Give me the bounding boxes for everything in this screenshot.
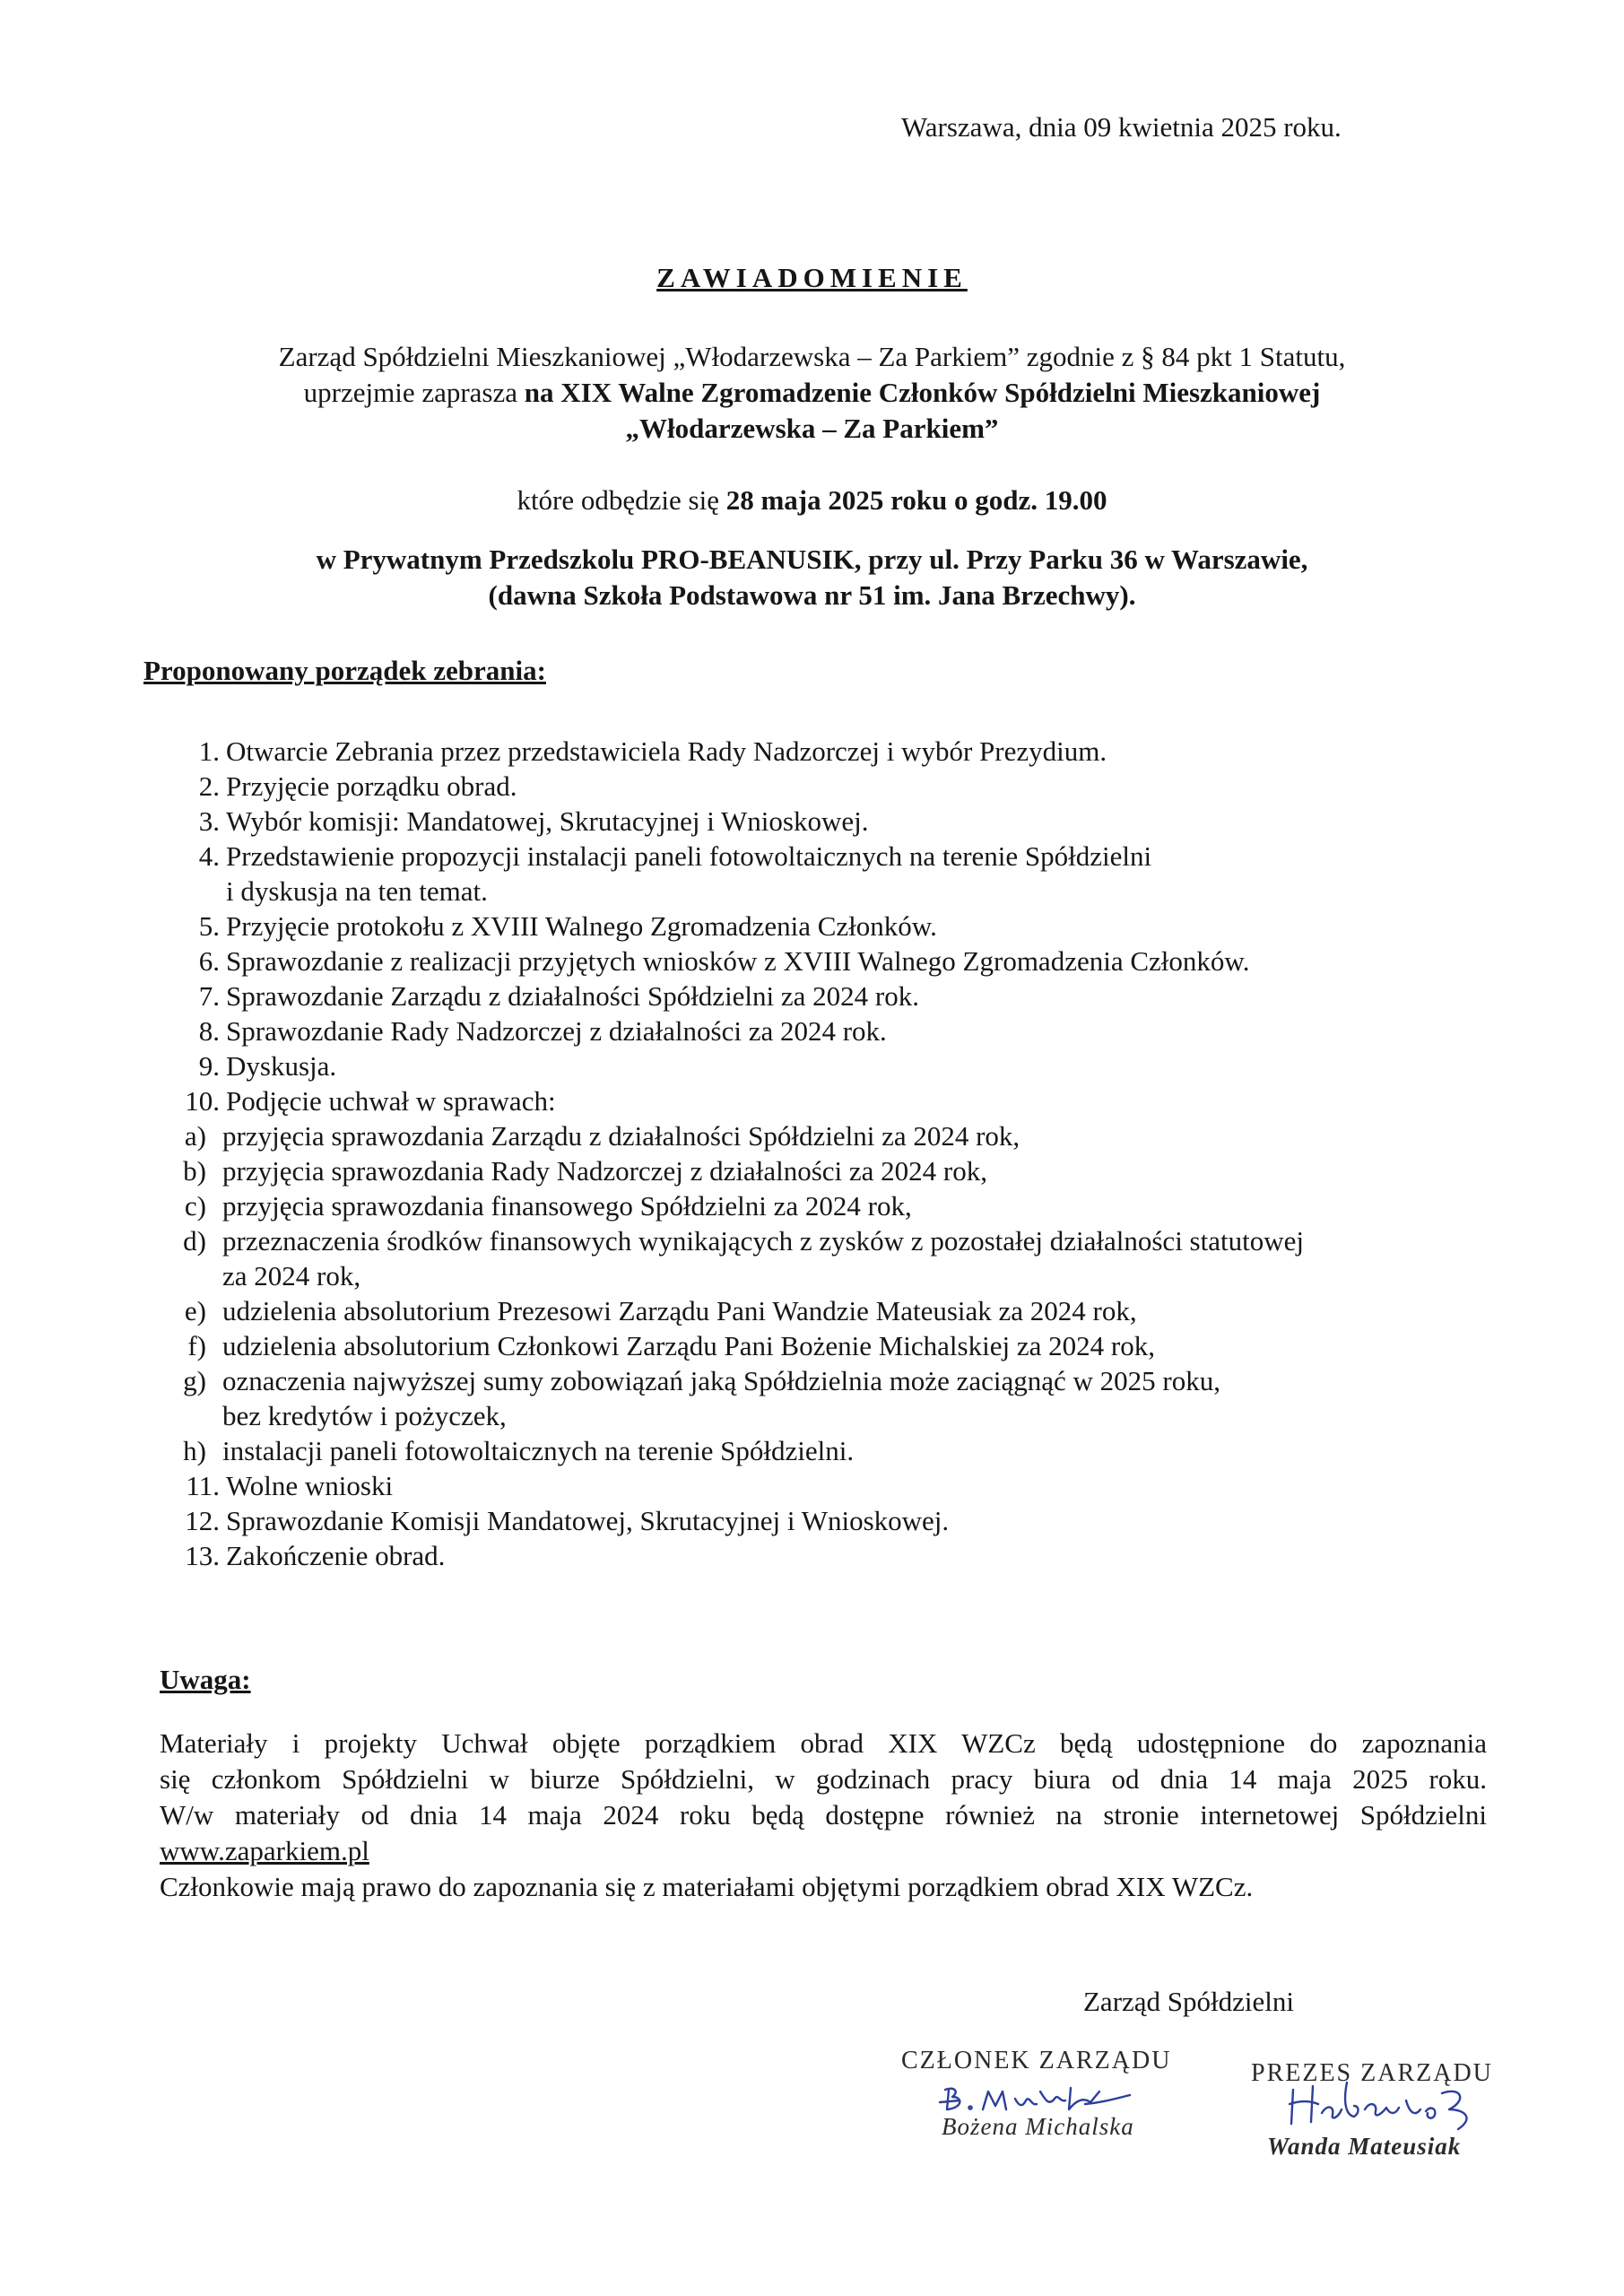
- note-paragraph: [160, 1726, 1487, 1905]
- agenda-subitem: c) przyjęcia sprawozdania finansowego Spółdzielni za 2024 rok,: [184, 1190, 912, 1222]
- agenda-list: [0, 734, 1624, 1573]
- venue-line-1: w Prywatnym Przedszkolu PRO-BEANUSIK, przy ul. Przy Parku 36 w Warszawie,: [316, 544, 1308, 575]
- agenda-item: 5. Przyjęcie protokołu z XVIII Walnego Zgromadzenia Członków.: [198, 910, 937, 942]
- agenda-subitem: f) udzielenia absolutorium Członkowi Zarządu Pani Bożenie Michalskiej za 2024 rok,: [187, 1330, 1155, 1361]
- agenda-item: 7. Sprawozdanie Zarządu z działalności Spółdzielni za 2024 rok.: [198, 980, 920, 1012]
- agenda-item: 4. Przedstawienie propozycji instalacji paneli fotowoltaicznych na terenie Spółdzielni: [198, 840, 1152, 872]
- intro-line-2-bold: na XIX Walne Zgromadzenie Członków Spółdzielni Mieszkaniowej: [524, 377, 1321, 408]
- agenda-item-continuation: i dyskusja na ten temat.: [226, 875, 488, 907]
- document-title: ZAWIADOMIENIE: [656, 262, 968, 293]
- president-stamp-title: PREZES ZARZĄDU: [1251, 2059, 1493, 2087]
- note-line: się członkom Spółdzielni w biurze Spółdzielni, w godzinach pracy biura od dnia 14 maja 2025 roku.: [160, 1763, 1487, 1795]
- agenda-subitem: a) przyjęcia sprawozdania Zarządu z działalności Spółdzielni za 2024 rok,: [184, 1120, 1020, 1152]
- president-signature: [1282, 2074, 1489, 2136]
- agenda-item: 2. Przyjęcie porządku obrad.: [198, 770, 517, 802]
- agenda-item: 1. Otwarcie Zebrania przez przedstawiciela Rady Nadzorczej i wybór Prezydium.: [198, 735, 1107, 767]
- agenda-subitem: h) instalacji paneli fotowoltaicznych na terenie Spółdzielni.: [183, 1435, 855, 1466]
- note-heading: Uwaga:: [160, 1664, 251, 1695]
- website-link[interactable]: www.zaparkiem.pl: [160, 1835, 369, 1866]
- agenda-item: 6. Sprawozdanie z realizacji przyjętych wniosków z XVIII Walnego Zgromadzenia Członków.: [198, 945, 1250, 977]
- agenda-item: 8. Sprawozdanie Rady Nadzorczej z działalności za 2024 rok.: [198, 1015, 887, 1047]
- agenda-subitem: e) udzielenia absolutorium Prezesowi Zarządu Pani Wandzie Mateusiak za 2024 rok,: [184, 1295, 1137, 1326]
- member-stamp-title: CZŁONEK ZARZĄDU: [901, 2047, 1172, 2074]
- note-line: Członkowie mają prawo do zapoznania się z materiałami objętymi porządkiem obrad XIX WZCz.: [160, 1871, 1254, 1902]
- intro-line-3: „Włodarzewska – Za Parkiem”: [625, 413, 999, 444]
- venue-line-2: (dawna Szkoła Podstawowa nr 51 im. Jana Brzechwy).: [488, 579, 1136, 611]
- agenda-item: 10. Podjęcie uchwał w sprawach:: [185, 1085, 556, 1117]
- president-stamp-name: Wanda Mateusiak: [1267, 2133, 1462, 2160]
- agenda-item: 9. Dyskusja.: [198, 1050, 337, 1082]
- intro-line-1: Zarząd Spółdzielni Mieszkaniowej „Włodarzewska – Za Parkiem” zgodnie z § 84 pkt 1 Statutu,: [278, 341, 1346, 372]
- date-line: Warszawa, dnia 09 kwietnia 2025 roku.: [901, 111, 1342, 143]
- meeting-time: [0, 483, 1624, 518]
- member-signature: [933, 2079, 1139, 2122]
- agenda-item: 3. Wybór komisji: Mandatowej, Skrutacyjnej i Wnioskowej.: [198, 805, 869, 837]
- intro-line-2-plain: uprzejmie zaprasza: [303, 377, 525, 408]
- note-line: Materiały i projekty Uchwał objęte porządkiem obrad XIX WZCz będą udostępnione do zapoznania: [160, 1727, 1487, 1759]
- agenda-subitem: d) przeznaczenia środków finansowych wynikających z zysków z pozostałej działalności statutowej: [183, 1225, 1304, 1257]
- agenda-subitem-continuation: za 2024 rok,: [222, 1260, 361, 1292]
- agenda-subitem-continuation: bez kredytów i pożyczek,: [222, 1400, 507, 1431]
- agenda-subitem: b) przyjęcia sprawozdania Rady Nadzorczej z działalności za 2024 rok,: [183, 1155, 987, 1187]
- intro-line-2: [0, 375, 1624, 411]
- note-line: [160, 1833, 1487, 1869]
- meeting-venue: [0, 542, 1624, 613]
- agenda-heading: Proponowany porządek zebrania:: [143, 655, 546, 686]
- intro-paragraph: [0, 339, 1624, 447]
- agenda-item: 12. Sprawozdanie Komisji Mandatowej, Skrutacyjnej i Wnioskowej.: [185, 1505, 950, 1536]
- board-signature-label: Zarząd Spółdzielni: [1083, 1986, 1294, 2017]
- note-line: W/w materiały od dnia 14 maja 2024 roku będą dostępne również na stronie internetowej Spółdzielni: [160, 1799, 1487, 1831]
- agenda-subitem: g) oznaczenia najwyższej sumy zobowiązań jaką Spółdzielnia może zaciągnąć w 2025 roku,: [183, 1365, 1220, 1396]
- agenda-item: 13. Zakończenie obrad.: [185, 1540, 446, 1571]
- meeting-time-bold: 28 maja 2025 roku o godz. 19.00: [725, 484, 1107, 516]
- member-stamp-name: Bożena Michalska: [942, 2113, 1134, 2140]
- meeting-time-plain: które odbędzie się: [517, 484, 726, 516]
- agenda-item: 11. Wolne wnioski: [186, 1470, 394, 1501]
